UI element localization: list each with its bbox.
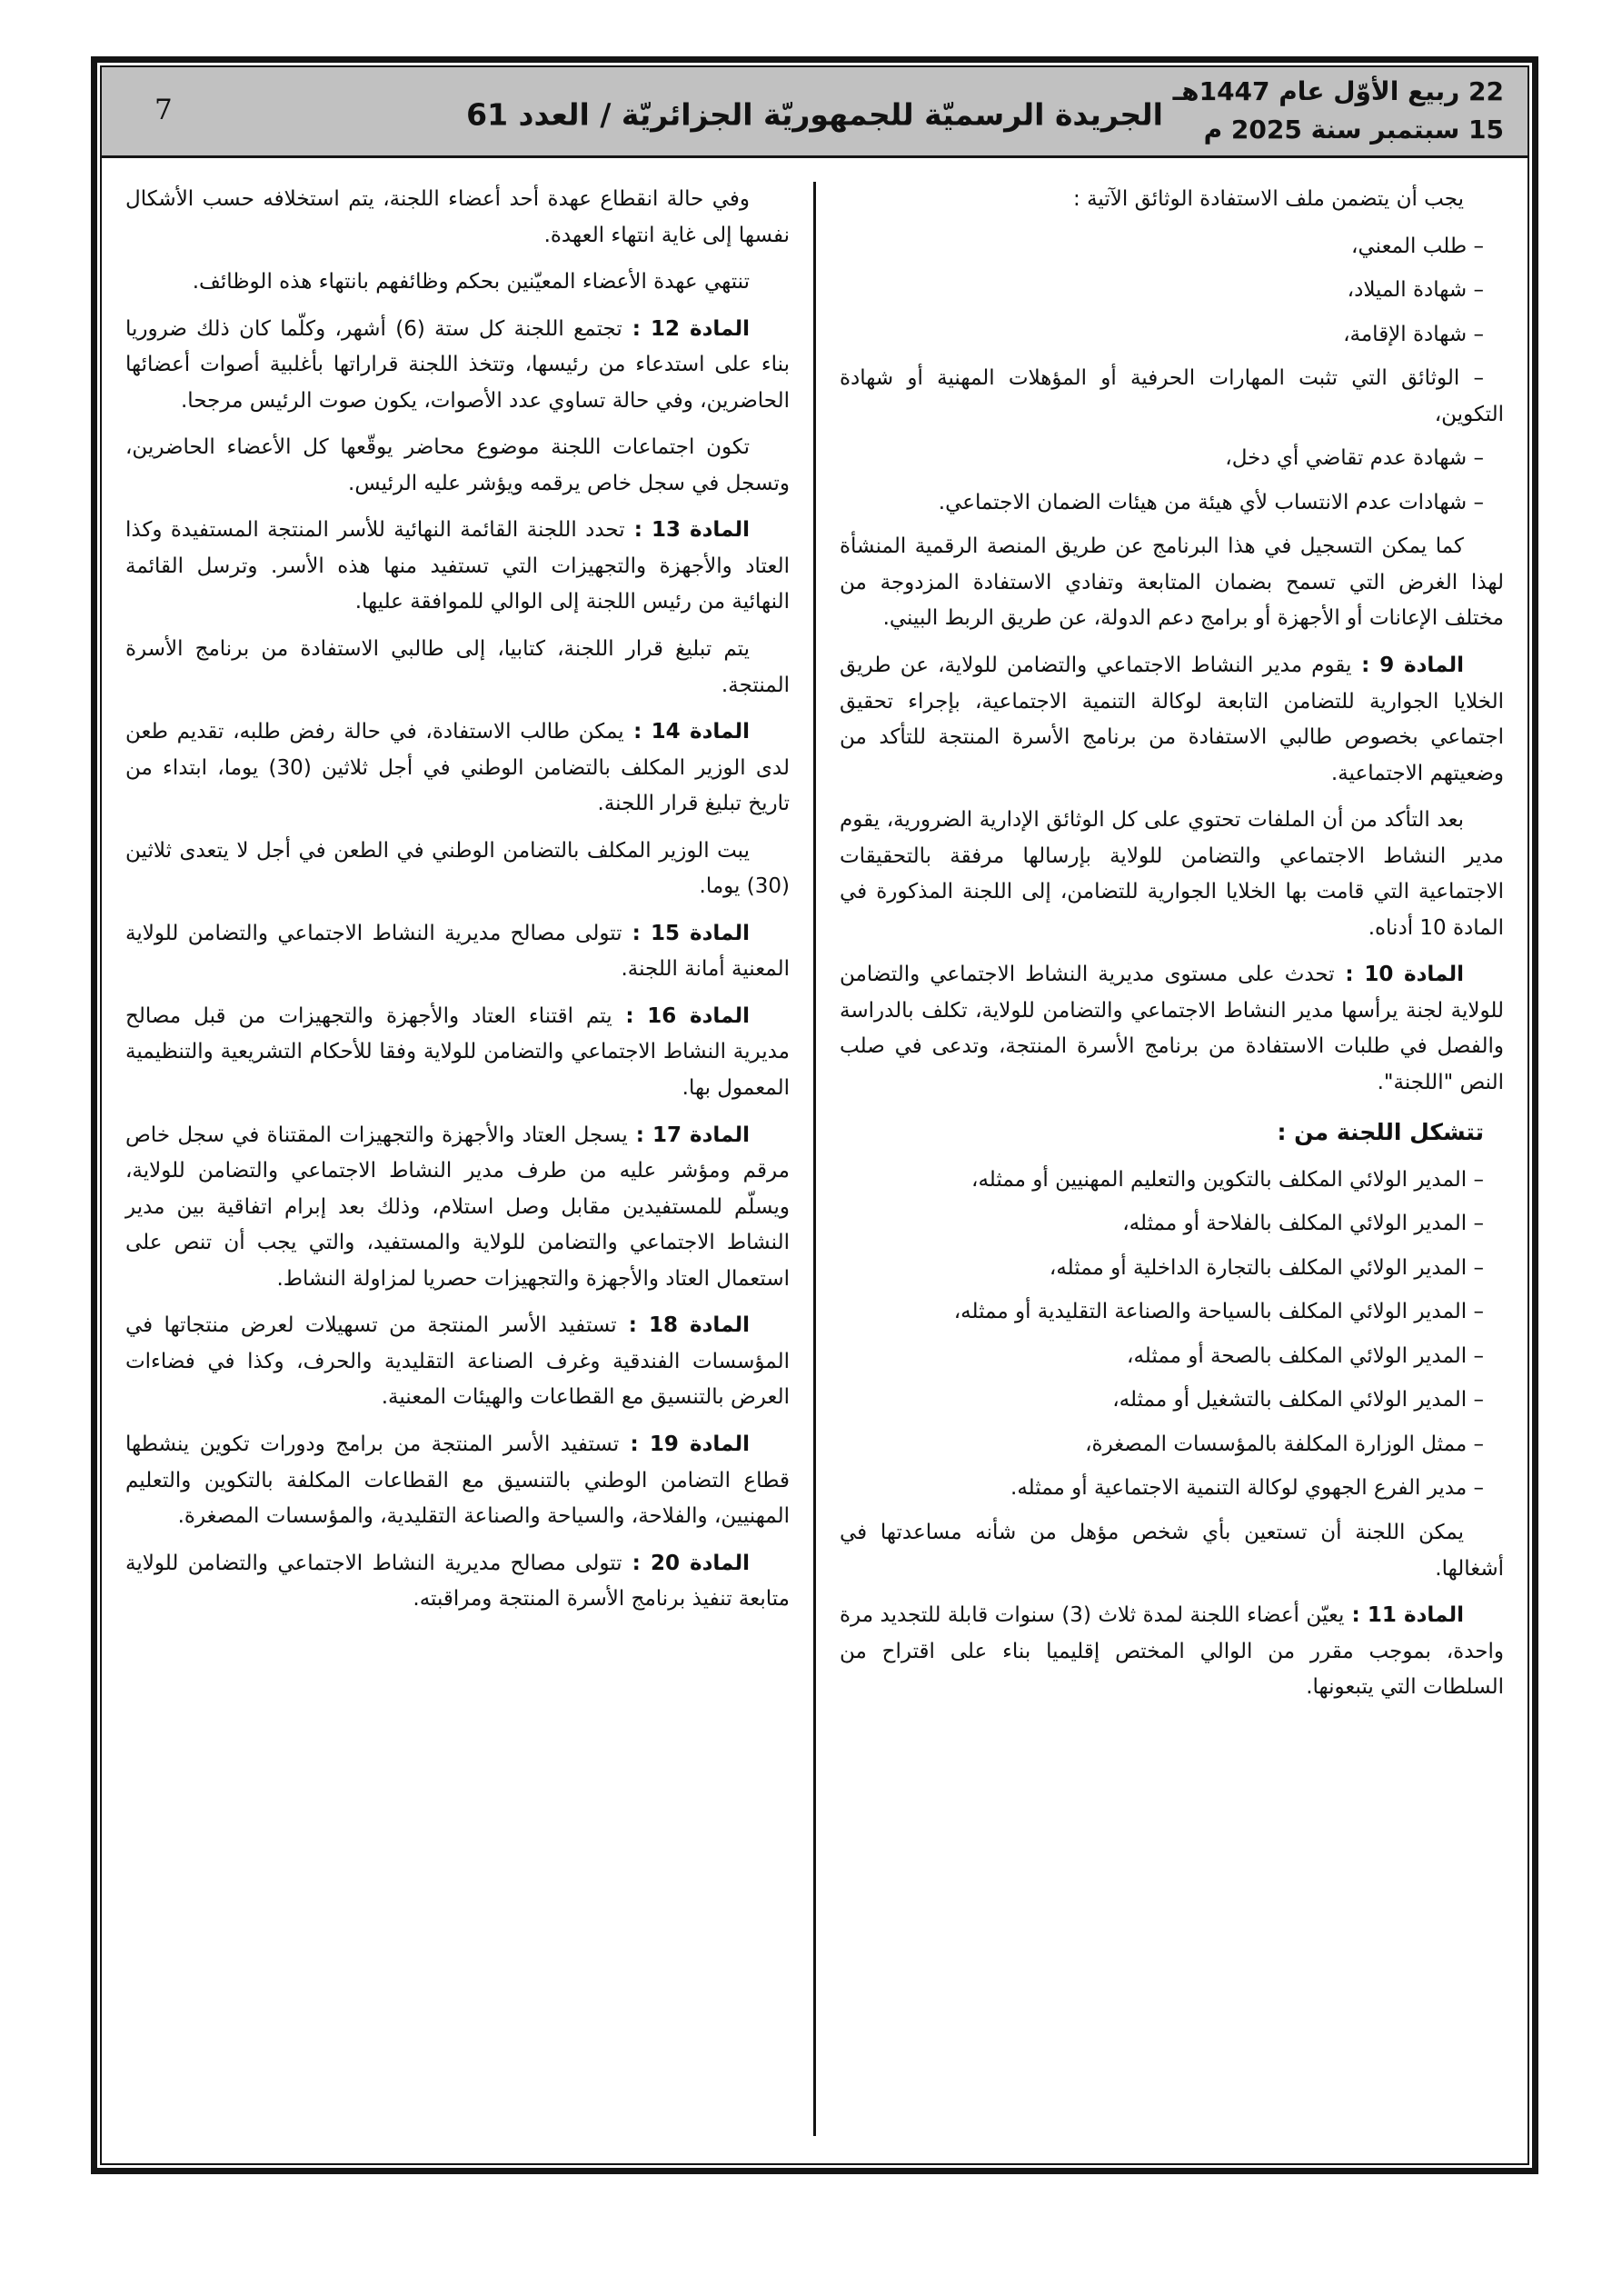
- article-number: المادة 20 :: [622, 1551, 750, 1575]
- page-frame: [91, 56, 1538, 2174]
- list-item: – مدير الفرع الجهوي لوكالة التنمية الاجتماعية أو ممثله.: [1010, 1476, 1484, 1501]
- article-number: المادة 15 :: [622, 921, 750, 945]
- paragraph: كما يمكن التسجيل في هذا البرنامج عن طريق المنصة الرقمية المنشأة لهذا الغرض التي تسمح بضمان المتابعة وتفادي الاستفادة المزدوجة من مختلف الإعانات أو الأجهزة أو برامج دعم الدولة، عن طريق الربط البيني.: [840, 534, 1504, 631]
- list-item: – طلب المعني،: [1351, 234, 1484, 258]
- paragraph: يمكن اللجنة أن تستعين بأي شخص مؤهل من شأنه مساعدتها في أشغالها.: [840, 1520, 1504, 1581]
- date-hijri: 22 ربيع الأوّل عام 1447هـ: [1172, 76, 1504, 106]
- article-number: المادة 19 :: [619, 1432, 750, 1456]
- article-paragraph: المادة 20 : تتولى مصالح مديرية النشاط الاجتماعي والتضامن للولاية متابعة تنفيذ برنامج الأسرة المنتجة ومراقبته.: [125, 1551, 790, 1612]
- list-item: – شهادة الإقامة،: [1343, 322, 1484, 346]
- article-paragraph: المادة 9 : يقوم مدير النشاط الاجتماعي والتضامن للولاية، عن طريق الخلايا الجوارية للتضامن التابعة لوكالة التنمية الاجتماعية، بإجراء تحقيق اجتماعي بخصوص طالبي الاستفادة من برنامج الأسرة المنتجة للتأكد من وضعيتهم الاجتماعية.: [840, 654, 1504, 785]
- page-content: [102, 158, 1527, 2163]
- page-frame-inner: [100, 65, 1529, 2165]
- article-number: المادة 13 :: [624, 518, 750, 543]
- article-paragraph: المادة 15 : تتولى مصالح مديرية النشاط الاجتماعي والتضامن للولاية المعنية أمانة اللجنة.: [125, 921, 790, 982]
- list-item: – المدير الولائي المكلف بالتجارة الداخلية أو ممثله،: [1049, 1255, 1484, 1280]
- page-header: [102, 67, 1527, 158]
- article-number: المادة 17 :: [627, 1123, 750, 1147]
- list-item: – المدير الولائي المكلف بالتشغيل أو ممثله،: [1112, 1388, 1484, 1413]
- paragraph: يبت الوزير المكلف بالتضامن الوطني في الطعن في أجل لا يتعدى ثلاثين (30) يوما.: [125, 838, 790, 899]
- paragraph: يتم تبليغ قرار اللجنة، كتابيا، إلى طالبي الاستفادة من برنامج الأسرة المنتجة.: [125, 637, 790, 697]
- paragraph: بعد التأكد من أن الملفات تحتوي على كل الوثائق الإدارية الضرورية، يقوم مدير النشاط الاجتماعي والتضامن للولاية بإرسالها مرفقة بالتحقيقات الاجتماعية التي قامت بها الخلايا الجوارية للتضامن، إلى اللجنة المذكورة في المادة 10 أدناه.: [840, 808, 1504, 940]
- article-paragraph: المادة 14 : يمكن طالب الاستفادة، في حالة رفض طلبه، تقديم طعن لدى الوزير المكلف بالتضامن الوطني في أجل ثلاثين (30) يوما، ابتداء من تاريخ تبليغ قرار اللجنة.: [125, 720, 790, 816]
- article-number: المادة 12 :: [622, 316, 750, 341]
- list-item: – المدير الولائي المكلف بالسياحة والصناعة التقليدية أو ممثله،: [953, 1300, 1484, 1324]
- list-item: – المدير الولائي المكلف بالصحة أو ممثله،: [1127, 1343, 1484, 1368]
- paragraph: وفي حالة انقطاع عهدة أحد أعضاء اللجنة، يتم استخلافه حسب الأشكال نفسها إلى غاية انتهاء العهدة.: [125, 187, 790, 247]
- list-item: – المدير الولائي المكلف بالفلاحة أو ممثله،: [1122, 1212, 1484, 1236]
- article-number: المادة 11 :: [1344, 1603, 1464, 1628]
- article-paragraph: المادة 10 : تحدث على مستوى مديرية النشاط الاجتماعي والتضامن للولاية لجنة يرأسها مدير النشاط الاجتماعي والتضامن للولاية، تكلف بالدراسة والفصل في طلبات الاستفادة من برنامج الأسرة المنتجة، وتدعى في صلب النص "اللجنة".: [840, 963, 1504, 1095]
- article-paragraph: المادة 16 : يتم اقتناء العتاد والأجهزة والتجهيزات من قبل مصالح مديرية النشاط الاجتماعي والتضامن للولاية وفقا للأحكام التشريعية والتنظيمية المعمول بها.: [125, 1003, 790, 1101]
- section-heading: تتشكل اللجنة من :: [1277, 1118, 1484, 1145]
- list-item: – الوثائق التي تثبت المهارات الحرفية أو المؤهلات المهنية أو شهادة التكوين،: [840, 366, 1504, 426]
- date-gregorian: 15 سبتمبر سنة 2025 م: [1203, 115, 1504, 145]
- list-item: – شهادة الميلاد،: [1347, 278, 1484, 303]
- article-paragraph: المادة 17 : يسجل العتاد والأجهزة والتجهيزات المقتناة في سجل خاص مرقم ومؤشر عليه من طرف مدير النشاط الاجتماعي والتضامن للولاية، ويسلّم للمستفيدين مقابل وصل استلام، وذلك بعد إبرام اتفاقية بين مدير النشاط الاجتماعي والتضامن للولاية والمستفيد، والتي يجب أن تنص على استعمال العتاد والأجهزة والتجهيزات حصريا لمزاولة النشاط.: [125, 1123, 790, 1291]
- article-paragraph: المادة 12 : تجتمع اللجنة كل ستة (6) أشهر، وكلّما كان ذلك ضروريا بناء على استدعاء من رئيسها، وتتخذ اللجنة قراراتها بأغلبية أصوات أعضائها الحاضرين، وفي حالة تساوي عدد الأصوات، يكون صوت الرئيس مرجحا.: [125, 316, 790, 413]
- list-item: – شهادات عدم الانتساب لأي هيئة من هيئات الضمان الاجتماعي.: [938, 490, 1484, 514]
- page-number: 7: [154, 93, 173, 126]
- paragraph: يجب أن يتضمن ملف الاستفادة الوثائق الآتية :: [1073, 187, 1464, 211]
- article-number: المادة 14 :: [623, 720, 750, 744]
- article-number: المادة 10 :: [1334, 963, 1464, 987]
- article-paragraph: المادة 19 : تستفيد الأسر المنتجة من برامج ودورات تكوين ينشطها قطاع التضامن الوطني بالتنسيق مع القطاعات المكلفة بالتكوين والتعليم المهنيين، والفلاحة، والسياحة والصناعة التقليدية، والمؤسسات المصغرة.: [125, 1432, 790, 1529]
- list-item: – المدير الولائي المكلف بالتكوين والتعليم المهنيين أو ممثله،: [971, 1167, 1484, 1192]
- article-number: المادة 18 :: [616, 1313, 751, 1338]
- column-left: [102, 182, 813, 2163]
- article-number: المادة 16 :: [612, 1003, 750, 1028]
- article-paragraph: المادة 13 : تحدد اللجنة القائمة النهائية للأسر المنتجة المستفيدة وكذا العتاد والأجهزة والتجهيزات التي تستفيد منها هذه الأسر. وترسل القائمة النهائية من رئيس اللجنة إلى الوالي للموافقة عليها.: [125, 518, 790, 614]
- column-right: [816, 182, 1527, 2163]
- paragraph: تنتهي عهدة الأعضاء المعيّنين بحكم وظائفهم بانتهاء هذه الوظائف.: [192, 270, 750, 294]
- paragraph: تكون اجتماعات اللجنة موضوع محاضر يوقّعها كل الأعضاء الحاضرين، وتسجل في سجل خاص يرقمه ويؤشر عليه الرئيس.: [125, 435, 790, 495]
- article-paragraph: المادة 11 : يعيّن أعضاء اللجنة لمدة ثلاث (3) سنوات قابلة للتجديد مرة واحدة، بموجب مقرر من الوالي المختص إقليميا بناء على اقتراح من السلطات التي يتبعونها.: [840, 1603, 1504, 1700]
- article-number: المادة 9 :: [1351, 654, 1464, 678]
- list-item: – ممثل الوزارة المكلفة بالمؤسسات المصغرة،: [1085, 1432, 1484, 1456]
- list-item: – شهادة عدم تقاضي أي دخل،: [1225, 446, 1484, 471]
- article-paragraph: المادة 18 : تستفيد الأسر المنتجة من تسهيلات لعرض منتجاتها في المؤسسات الفندقية وغرف الصناعة التقليدية والحرف، وكذا في فضاءات العرض بالتنسيق مع القطاعات والهيئات المعنية.: [125, 1313, 790, 1410]
- column-divider: [813, 182, 816, 2136]
- journal-title: الجريدة الرسميّة للجمهوريّة الجزائريّة / العدد 61: [466, 96, 1163, 133]
